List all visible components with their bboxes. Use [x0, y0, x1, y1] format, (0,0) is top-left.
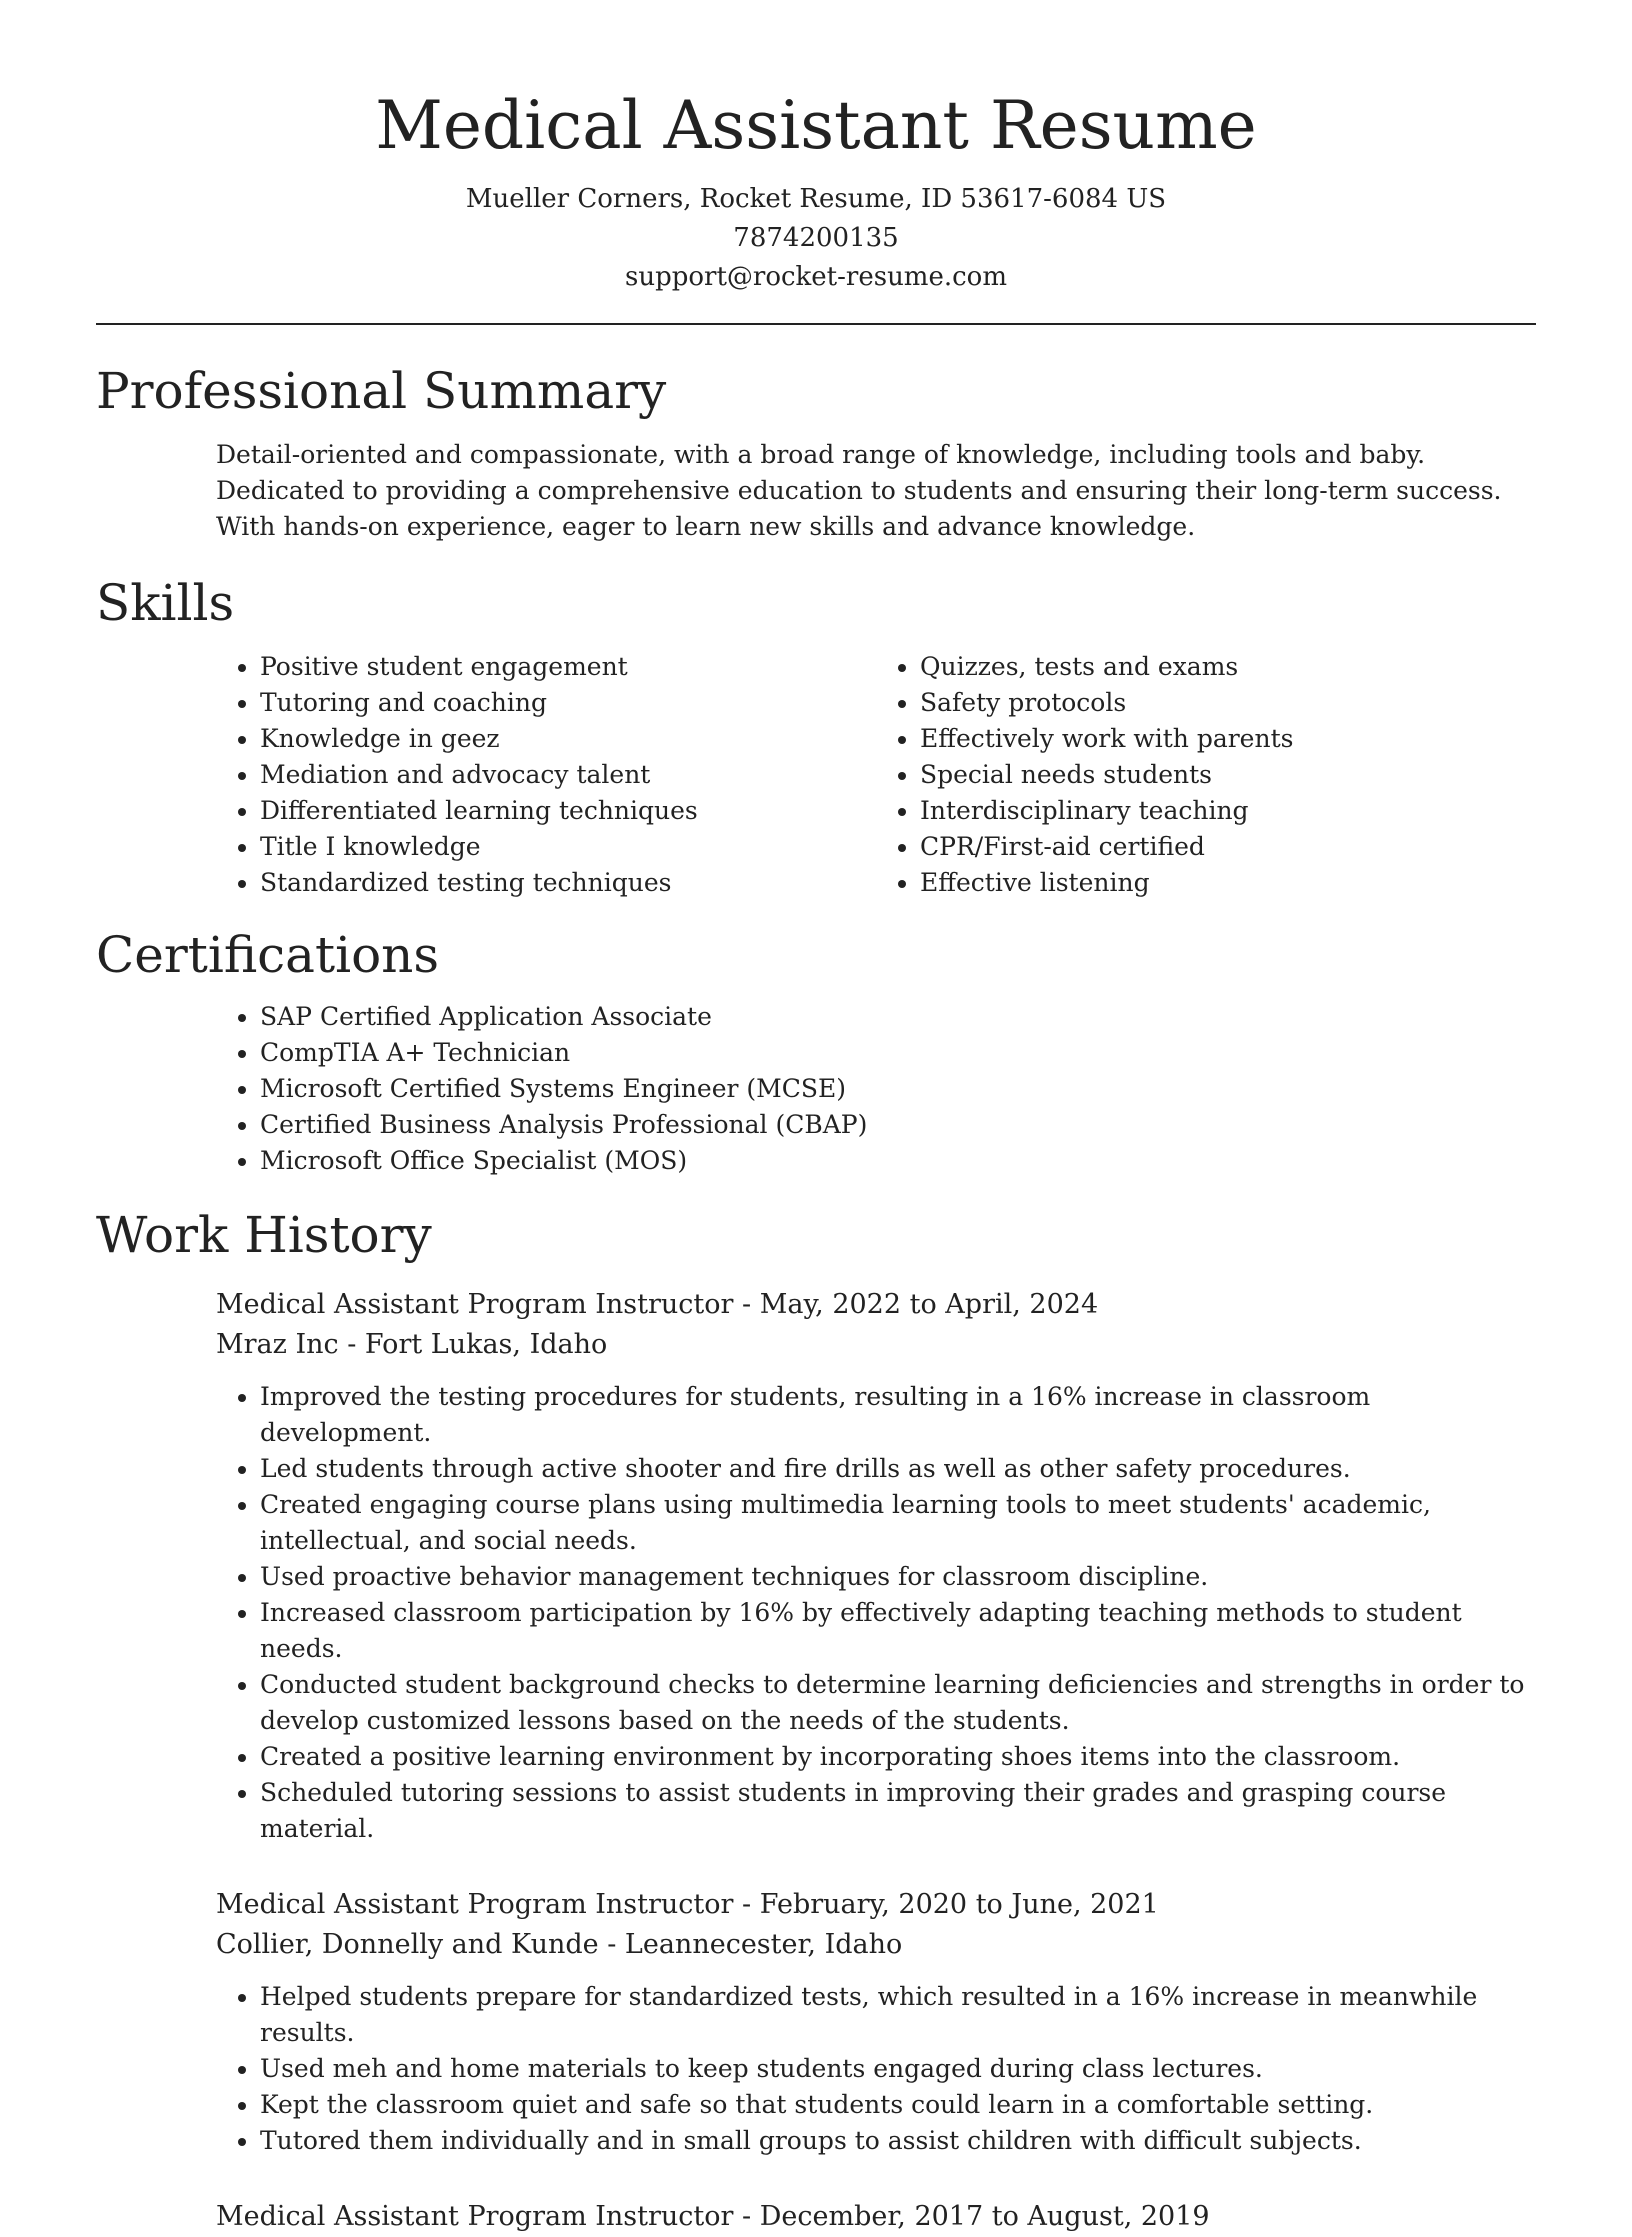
- contact-phone: 7874200135: [733, 223, 899, 253]
- resume-page: [96, 0, 1536, 2237]
- summary-text: Detail-oriented and compassionate, with a broad range of knowledge, including tools and baby. Dedicated to providing a comprehensive education to students and ensuring their long-term success. With hands-on experience, eager to learn new skills and advance knowledge.: [216, 440, 1502, 541]
- job-company-line: [216, 1925, 1536, 1965]
- work-history-section: [96, 1205, 1536, 2237]
- certifications-heading: Certifications: [96, 926, 440, 984]
- skill-item: • Differentiated learning techniques: [260, 793, 876, 829]
- contact-email: support@rocket-resume.com: [624, 262, 1007, 292]
- resume-header: [96, 0, 1536, 297]
- job-location: - Leannecester, Idaho: [598, 1929, 903, 1960]
- resume-title: Medical Assistant Resume: [375, 87, 1257, 164]
- certification-item: • SAP Certified Application Associate: [260, 999, 1536, 1035]
- header-divider: [96, 323, 1536, 325]
- job-bullet: • Tutored them individually and in small groups to assist children with difficult subjects.: [260, 2123, 1536, 2159]
- job-title-line: [216, 1285, 1536, 1325]
- job-dates: - May, 2022 to April, 2024: [733, 1289, 1099, 1320]
- job-dates: - December, 2017 to August, 2019: [733, 2201, 1210, 2232]
- skill-item: • Mediation and advocacy talent: [260, 757, 876, 793]
- skill-item: • Knowledge in geez: [260, 721, 876, 757]
- job-bullet: • Led students through active shooter and fire drills as well as other safety procedures.: [260, 1451, 1536, 1487]
- skills-section: [96, 573, 1536, 901]
- contact-address: Mueller Corners, Rocket Resume, ID 53617-6084 US: [465, 184, 1167, 214]
- job-bullets: [216, 1979, 1536, 2159]
- certifications-section: [96, 925, 1536, 1179]
- skill-item: • Tutoring and coaching: [260, 685, 876, 721]
- job-bullet: • Created engaging course plans using multimedia learning tools to meet students' academic, intellectual, and social needs.: [260, 1487, 1536, 1559]
- job-bullet: • Scheduled tutoring sessions to assist students in improving their grades and grasping course material.: [260, 1775, 1536, 1847]
- skill-item: • Title I knowledge: [260, 829, 876, 865]
- skill-item: • Positive student engagement: [260, 649, 876, 685]
- skill-item: • Effective listening: [920, 865, 1536, 901]
- skill-item: • Effectively work with parents: [920, 721, 1536, 757]
- certifications-list: [216, 999, 1536, 1179]
- certification-item: • Certified Business Analysis Professional (CBAP): [260, 1107, 1536, 1143]
- certification-item: • Microsoft Office Specialist (MOS): [260, 1143, 1536, 1179]
- skills-columns: [216, 649, 1536, 901]
- job-bullet: • Increased classroom participation by 16% by effectively adapting teaching methods to student needs.: [260, 1595, 1536, 1667]
- summary-heading: Professional Summary: [96, 362, 667, 420]
- job-title: Medical Assistant Program Instructor: [216, 2201, 734, 2232]
- contact-block: [96, 180, 1536, 297]
- job-location: - Fort Lukas, Idaho: [338, 1329, 608, 1360]
- skills-heading: Skills: [96, 574, 235, 632]
- skills-left-list: [216, 649, 876, 901]
- skills-right-list: [876, 649, 1536, 901]
- job-title-line: [216, 1885, 1536, 1925]
- job-bullet: • Used proactive behavior management techniques for classroom discipline.: [260, 1559, 1536, 1595]
- job-entry: [216, 1285, 1536, 1847]
- skill-item: • Safety protocols: [920, 685, 1536, 721]
- job-bullet: • Helped students prepare for standardized tests, which resulted in a 16% increase in meanwhile results.: [260, 1979, 1536, 2051]
- certification-item: • CompTIA A+ Technician: [260, 1035, 1536, 1071]
- job-bullet: • Kept the classroom quiet and safe so that students could learn in a comfortable setting.: [260, 2087, 1536, 2123]
- job-dates: - February, 2020 to June, 2021: [733, 1889, 1159, 1920]
- job-bullets: [216, 1379, 1536, 1847]
- skill-item: • Special needs students: [920, 757, 1536, 793]
- job-bullet: • Created a positive learning environment by incorporating shoes items into the classroom.: [260, 1739, 1536, 1775]
- job-company: Mraz Inc: [216, 1329, 339, 1360]
- certification-item: • Microsoft Certified Systems Engineer (MCSE): [260, 1071, 1536, 1107]
- job-bullet: • Improved the testing procedures for students, resulting in a 16% increase in classroom development.: [260, 1379, 1536, 1451]
- summary-section: [96, 361, 1536, 545]
- job-entry: [216, 2197, 1536, 2237]
- job-bullet: • Used meh and home materials to keep students engaged during class lectures.: [260, 2051, 1536, 2087]
- job-title: Medical Assistant Program Instructor: [216, 1889, 734, 1920]
- job-bullet: • Conducted student background checks to determine learning deficiencies and strengths in order to develop customized lessons based on the needs of the students.: [260, 1667, 1536, 1739]
- job-title-line: [216, 2197, 1536, 2237]
- skill-item: • Interdisciplinary teaching: [920, 793, 1536, 829]
- job-entry: [216, 1885, 1536, 2159]
- work-history-heading: Work History: [96, 1206, 432, 1264]
- job-title: Medical Assistant Program Instructor: [216, 1289, 734, 1320]
- skill-item: • Standardized testing techniques: [260, 865, 876, 901]
- skill-item: • CPR/First-aid certified: [920, 829, 1536, 865]
- job-company: Collier, Donnelly and Kunde: [216, 1929, 599, 1960]
- job-company-line: [216, 1325, 1536, 1365]
- skill-item: • Quizzes, tests and exams: [920, 649, 1536, 685]
